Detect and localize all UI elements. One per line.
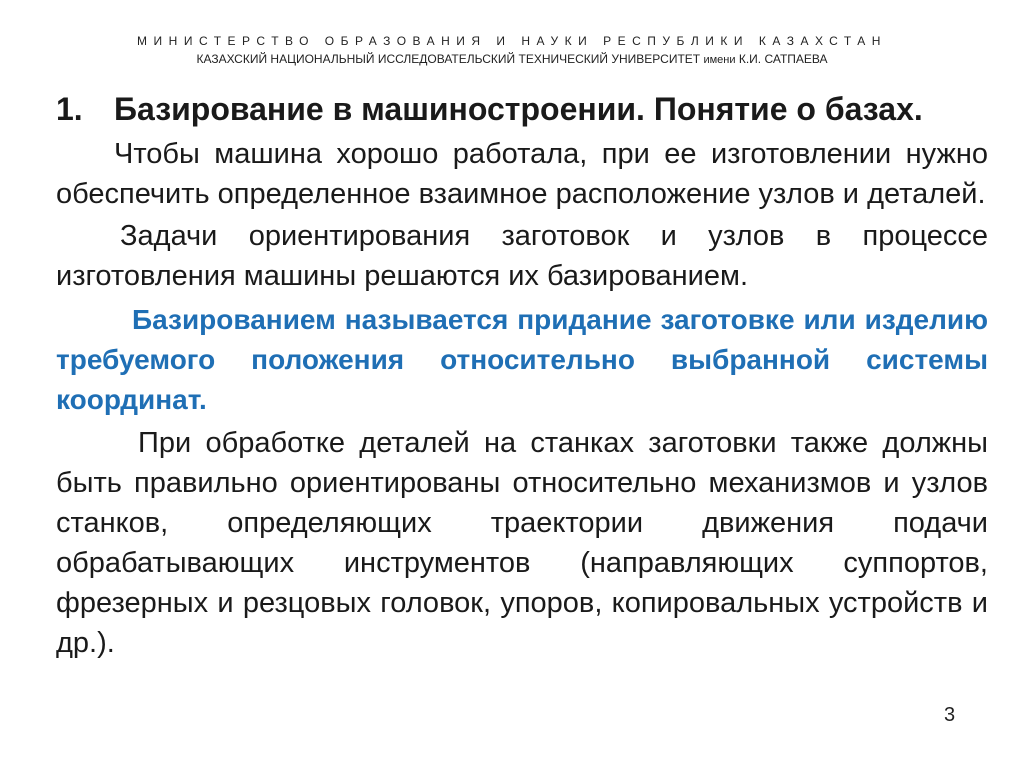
- definition-paragraph: Базированием называется придание заготовке или изделию требуемого положения относительно выбранной системы координат.: [56, 304, 988, 415]
- university-imeni: имени: [703, 54, 736, 66]
- paragraph-intro: Чтобы машина хорошо работала, при ее изготовлении нужно обеспечить определенное взаимное расположение узлов и деталей.: [56, 138, 988, 210]
- university-main: КАЗАХСКИЙ НАЦИОНАЛЬНЫЙ ИССЛЕДОВАТЕЛЬСКИЙ ТЕХНИЧЕСКИЙ УНИВЕРСИТЕТ: [196, 52, 701, 66]
- slide-header: [0, 33, 1024, 68]
- ministry-name: МИНИСТЕРСТВО ОБРАЗОВАНИЯ И НАУКИ РЕСПУБЛИКИ КАЗАХСТАН: [137, 34, 887, 48]
- section-title: [56, 88, 988, 130]
- section-number: 1.: [56, 91, 83, 127]
- university-name: [0, 51, 1024, 68]
- paragraph-tasks: Задачи ориентирования заготовок и узлов в процессе изготовления машины решаются их базированием.: [56, 220, 988, 292]
- slide-content: [56, 88, 988, 663]
- page-number: 3: [944, 704, 956, 726]
- paragraph-machining: При обработке деталей на станках заготовки также должны быть правильно ориентированы относительно механизмов и узлов станков, определяющих траектории движения подачи обрабатывающих инструментов (направляющих суппортов, фрезерных и резцовых головок, упоров, копировальных устройств и др.).: [56, 427, 988, 659]
- university-person: К.И. САТПАЕВА: [738, 52, 828, 66]
- section-title-text: Базирование в машиностроении. Понятие о базах.: [114, 91, 923, 127]
